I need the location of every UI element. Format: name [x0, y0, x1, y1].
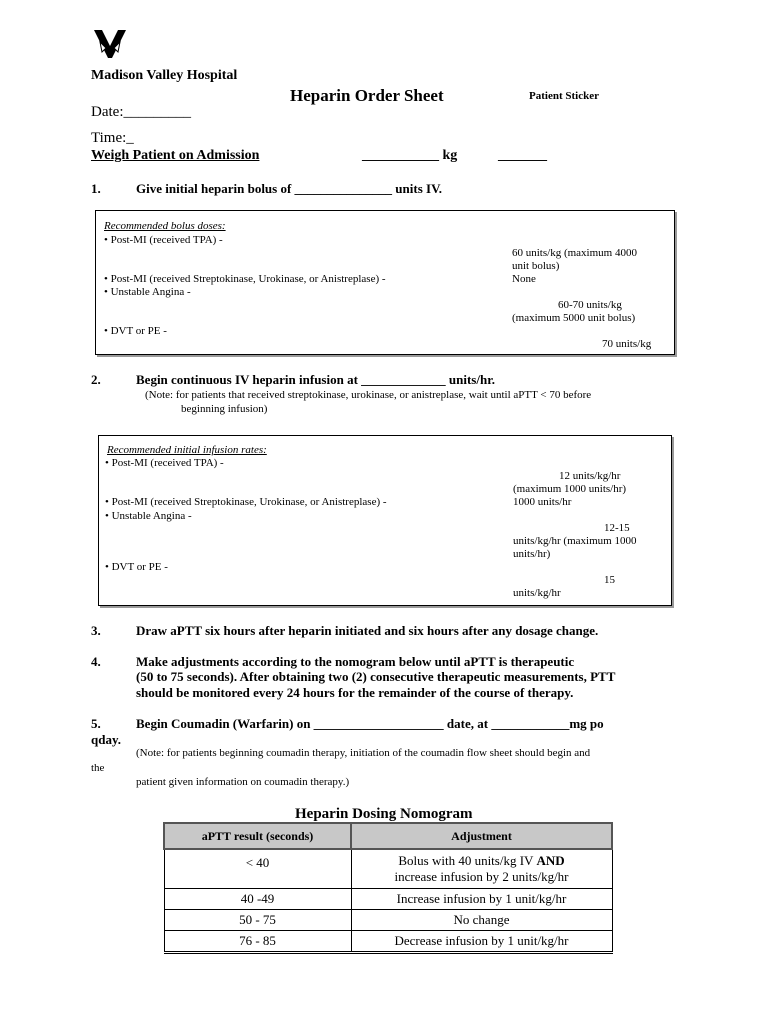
patient-sticker-label: Patient Sticker	[529, 90, 599, 102]
step-1-text: Give initial heparin bolus of _______________ units IV.	[136, 181, 443, 196]
table-row	[164, 889, 612, 910]
aptt-cell: 50 - 75	[164, 910, 351, 931]
step-5-text: Begin Coumadin (Warfarin) on ____________________ date, at ____________mg po	[136, 716, 604, 731]
infusion-value: (maximum 1000 units/hr)	[513, 483, 627, 495]
bolus-item: • Unstable Angina -	[104, 286, 191, 298]
step-2-number: 2.	[91, 372, 101, 387]
adjustment-text: increase infusion by 2 units/kg/hr	[394, 869, 569, 884]
bolus-heading: Recommended bolus doses:	[104, 220, 226, 232]
bolus-item: • Post-MI (received TPA) -	[104, 234, 223, 246]
step-4-number: 4.	[91, 654, 101, 669]
step-4-line: Make adjustments according to the nomogram below until aPTT is therapeutic	[136, 654, 575, 669]
infusion-rates-box	[98, 435, 672, 606]
page-title: Heparin Order Sheet	[290, 86, 444, 105]
step-5-note-the: the	[91, 762, 105, 774]
infusion-item: • DVT or PE -	[105, 561, 168, 573]
infusion-value: units/kg/hr	[513, 587, 561, 599]
adjustment-and: AND	[536, 853, 565, 868]
step-2-note-cont: beginning infusion)	[181, 403, 268, 415]
table-row	[164, 910, 612, 931]
date-field: Date:_________	[91, 104, 191, 120]
infusion-value: units/kg/hr (maximum 1000	[513, 535, 637, 547]
bolus-value: None	[512, 273, 536, 285]
aptt-cell: 40 -49	[164, 889, 351, 910]
nomogram-header-adjustment: Adjustment	[351, 823, 612, 849]
step-5-note: (Note: for patients beginning coumadin therapy, initiation of the coumadin flow sheet should begin and	[136, 747, 591, 759]
weigh-heading: Weigh Patient on Admission	[91, 148, 260, 163]
time-field: Time:_	[91, 130, 134, 146]
step-5-note-cont: patient given information on coumadin therapy.)	[136, 776, 350, 788]
bolus-value: (maximum 5000 unit bolus)	[512, 312, 636, 324]
hospital-name: Madison Valley Hospital	[91, 68, 238, 83]
aptt-cell: 76 - 85	[164, 931, 351, 953]
table-row	[164, 849, 612, 889]
bolus-item: • Post-MI (received Streptokinase, Urokinase, or Anistreplase) -	[104, 273, 386, 285]
step-2-note: (Note: for patients that received streptokinase, urokinase, or anistreplase, wait until aPTT < 70 before	[145, 389, 592, 401]
infusion-item: • Post-MI (received TPA) -	[105, 457, 224, 469]
bolus-value: 70 units/kg	[602, 338, 652, 350]
nomogram-table	[163, 822, 613, 954]
blank-field: _______	[498, 148, 547, 163]
adjustment-cell: No change	[351, 910, 612, 931]
adjustment-cell	[351, 849, 612, 889]
nomogram-header-aptt: aPTT result (seconds)	[164, 823, 351, 849]
infusion-value: 12 units/kg/hr	[559, 470, 621, 482]
infusion-item: • Post-MI (received Streptokinase, Urokinase, or Anistreplase) -	[105, 496, 387, 508]
bolus-value: 60-70 units/kg	[558, 299, 622, 311]
aptt-cell: < 40	[164, 849, 351, 889]
infusion-value: 12-15	[604, 522, 630, 534]
infusion-heading: Recommended initial infusion rates:	[107, 444, 267, 456]
bolus-value: unit bolus)	[512, 260, 560, 272]
step-3-text: Draw aPTT six hours after heparin initiated and six hours after any dosage change.	[136, 623, 599, 638]
bolus-value: 60 units/kg (maximum 4000	[512, 247, 637, 259]
infusion-value: 1000 units/hr	[513, 496, 572, 508]
step-3-number: 3.	[91, 623, 101, 638]
weight-kg-blank: ___________ kg	[362, 148, 458, 163]
nomogram-title: Heparin Dosing Nomogram	[295, 806, 473, 822]
step-2-text: Begin continuous IV heparin infusion at _____________ units/hr.	[136, 372, 496, 387]
step-1-number: 1.	[91, 181, 101, 196]
infusion-value: units/hr)	[513, 548, 551, 560]
bolus-doses-box	[95, 210, 675, 355]
step-5-cont: qday.	[91, 732, 121, 747]
bolus-item: • DVT or PE -	[104, 325, 167, 337]
infusion-item: • Unstable Angina -	[105, 510, 192, 522]
adjustment-text: Bolus with 40 units/kg IV	[398, 853, 537, 868]
adjustment-cell: Increase infusion by 1 unit/kg/hr	[351, 889, 612, 910]
step-4-line: should be monitored every 24 hours for the remainder of the course of therapy.	[136, 685, 574, 700]
adjustment-cell: Decrease infusion by 1 unit/kg/hr	[351, 931, 612, 953]
step-4-line: (50 to 75 seconds). After obtaining two (2) consecutive therapeutic measurements, PTT	[136, 669, 616, 684]
table-row	[164, 931, 612, 953]
hospital-logo-icon	[92, 24, 128, 60]
infusion-value: 15	[604, 574, 615, 586]
step-5-number: 5.	[91, 716, 101, 731]
